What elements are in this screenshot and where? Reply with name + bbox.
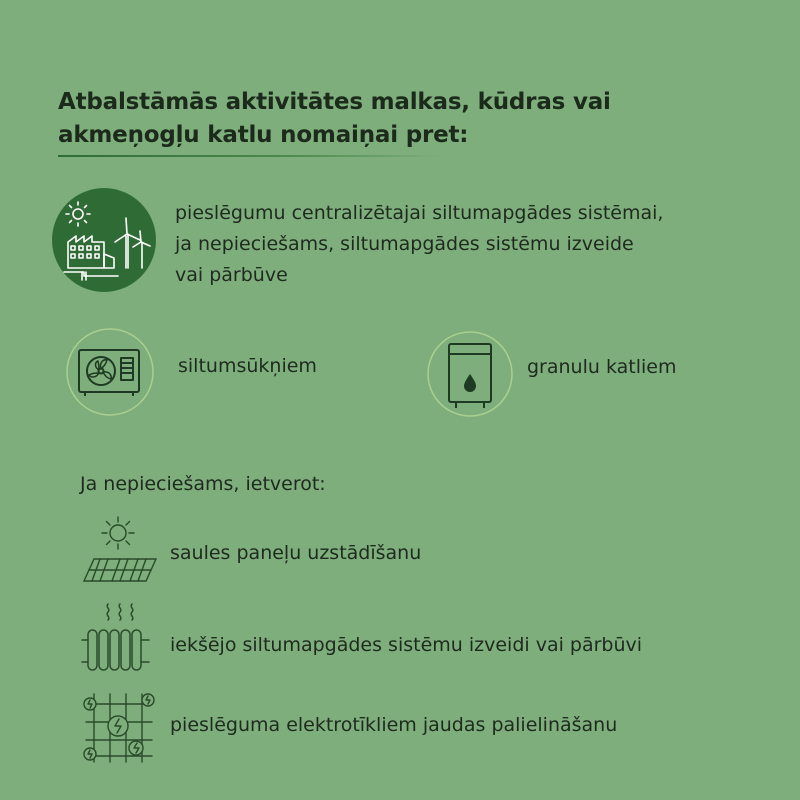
title-underline: [58, 155, 443, 157]
solar-panel-icon: [76, 511, 158, 587]
title-line-1: Atbalstāmās aktivitātes malkas, kūdras vai: [58, 89, 611, 115]
district-line-2: ja nepieciešams, siltumapgādes sistēmu izveide: [175, 233, 634, 255]
electric-grid-icon: [78, 688, 158, 764]
radiator-label: iekšējo siltumapgādes sistēmu izveidi vai pārbūvi: [170, 634, 643, 656]
district-heating-text: [175, 198, 663, 291]
optional-heading: Ja nepieciešams, ietverot:: [80, 473, 326, 495]
boiler-icon: [424, 328, 516, 420]
district-heating-icon: [52, 188, 156, 292]
heat-pump-icon: [63, 325, 157, 419]
page-title: [58, 86, 698, 152]
radiator-icon: [78, 600, 158, 676]
solar-label: saules paneļu uzstādīšanu: [170, 542, 422, 564]
pellet-boiler-label: granulu katliem: [527, 356, 677, 378]
district-line-1: pieslēgumu centralizētajai siltumapgādes sistēmai,: [175, 202, 664, 224]
grid-label: pieslēguma elektrotīkliem jaudas palielināšanu: [170, 714, 618, 736]
title-line-2: akmeņogļu katlu nomaiņai pret:: [58, 122, 469, 148]
district-line-3: vai pārbūve: [175, 264, 288, 286]
heat-pump-label: siltumsūkņiem: [178, 355, 317, 377]
